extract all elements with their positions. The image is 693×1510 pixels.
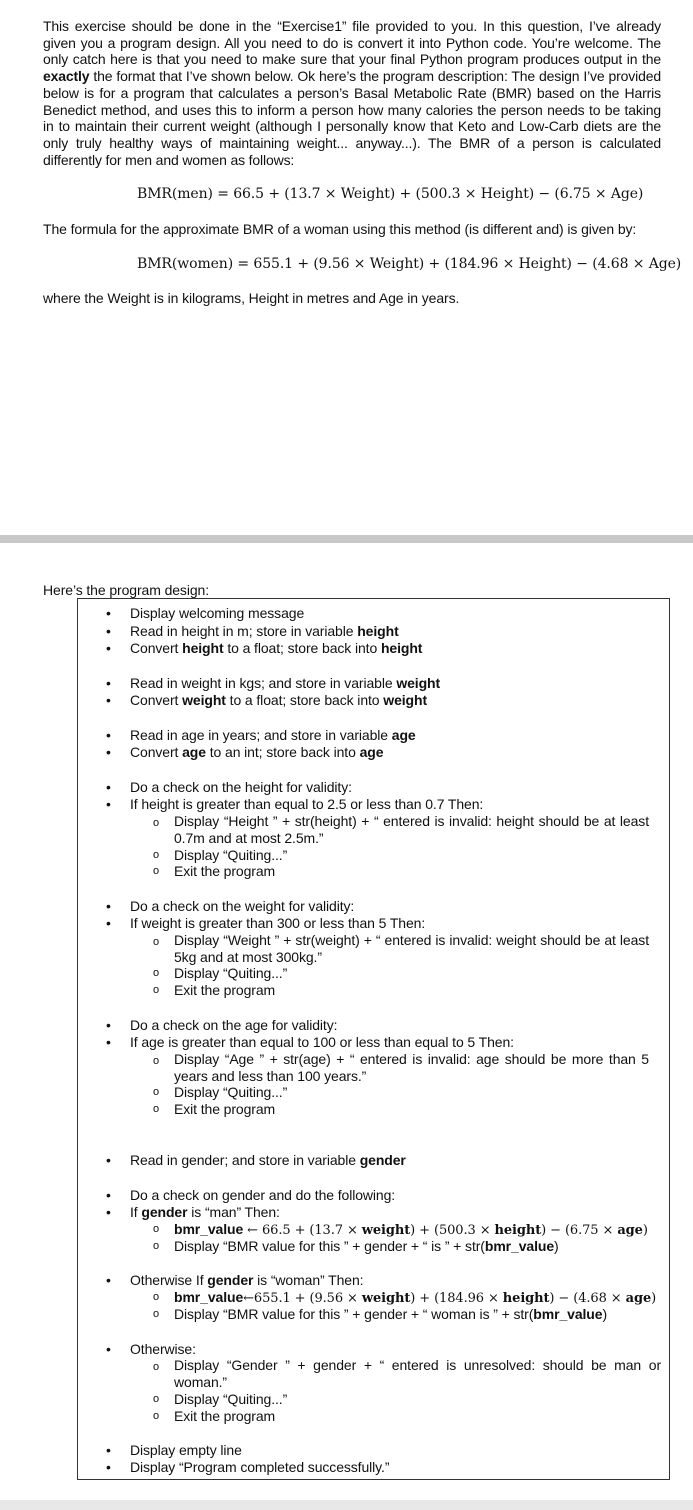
list-item: • If height is greater than equal to 2.5 or less than 0.7 Then:: [130, 796, 483, 812]
sub-list-item: o Display “Quiting...”: [174, 965, 287, 981]
list-item: • Display welcoming message: [130, 605, 304, 621]
list-item: • If weight is greater than 300 or less than 5 Then:: [130, 915, 425, 931]
list-item: • Do a check on gender and do the following:: [130, 1187, 395, 1203]
list-item: • Display “Program completed successfully.”: [130, 1459, 389, 1475]
sub-list-item: o Display “Height ” + str(height) + “ entered is invalid: height should be at least 0.7m and at most 2.5m.”: [174, 813, 649, 846]
sub-list-item: o Display “Gender ” + gender + “ entered is unresolved: should be man or woman.”: [174, 1357, 661, 1390]
sub-list-item: o bmr_value←655.1 + (9.56 × weight) + (184.96 × height) − (4.68 × age): [174, 1289, 656, 1306]
list-item: • Do a check on the weight for validity:: [130, 898, 354, 914]
list-item: • Otherwise:: [130, 1341, 196, 1357]
list-item: • Do a check on the height for validity:: [130, 779, 352, 795]
list-item: • Do a check on the age for validity:: [130, 1017, 337, 1033]
list-item: • Convert weight to a float; store back into weight: [130, 692, 427, 708]
intro-text-rest: the format that I’ve shown below. Ok here’s the program description: The design I’ve provided below is for a program that calculates a person’s Basal Metabolic Rate (BMR) based on the Harris Benedict method, and uses this to inform a person how many calories the person needs to be taking in to maintain their current weight (although I personally know that Keto and Low-Carb diets are the only truly healthy ways of maintaining weight... anyway...). The BMR of a person is calculated differently for men and women as follows:: [43, 68, 661, 168]
list-item: • Read in age in years; and store in variable age: [130, 727, 416, 743]
sub-list-item: o Display “Quiting...”: [174, 1391, 287, 1407]
sub-list-item: o Display “Weight ” + str(weight) + “ entered is invalid: weight should be at least 5kg and at most 300kg.”: [174, 932, 649, 965]
list-item: • Read in height in m; store in variable height: [130, 623, 399, 639]
list-item: • Otherwise If gender is “woman” Then:: [130, 1272, 363, 1288]
intro-text: This exercise should be done in the “Exercise1” file provided to you. In this question, I’ve already given you a program design. All you need to do is convert it into Python code. You’re welcome. The only catch here is that you need to make sure that your final Python program produces output in the: [43, 18, 661, 68]
list-item: • If gender is “man” Then:: [130, 1204, 280, 1220]
women-formula-intro: The formula for the approximate BMR of a woman using this method (is different and) is given by:: [43, 221, 637, 237]
sub-list-item: o Exit the program: [174, 982, 275, 998]
page-separator: [0, 535, 693, 543]
list-item: • Convert height to a float; store back into height: [130, 640, 422, 656]
units-text: where the Weight is in kilograms, Height in metres and Age in years.: [43, 290, 460, 306]
sub-list-item: o Display “Quiting...”: [174, 1084, 287, 1100]
formula-men: BMR(men) = 66.5 + (13.7 × Weight) + (500.3 × Height) − (6.75 × Age): [137, 186, 644, 202]
design-heading: Here’s the program design:: [43, 582, 210, 598]
sub-list-item: o Exit the program: [174, 1101, 275, 1117]
list-item: • If age is greater than equal to 100 or less than equal to 5 Then:: [130, 1034, 514, 1050]
intro-bold-word: exactly: [43, 68, 90, 85]
sub-list-item: o Exit the program: [174, 1408, 275, 1424]
list-item: • Read in gender; and store in variable gender: [130, 1152, 406, 1168]
intro-paragraph: [43, 18, 661, 168]
sub-list-item: o bmr_value ← 66.5 + (13.7 × weight) + (500.3 × height) − (6.75 × age): [174, 1221, 648, 1238]
list-item: • Read in weight in kgs; and store in variable weight: [130, 675, 440, 691]
list-item: • Convert age to an int; store back into age: [130, 744, 383, 760]
sub-list-item: o Display “Age ” + str(age) + “ entered is invalid: age should be more than 5 years and less than 100 years.”: [174, 1051, 649, 1084]
sub-list-item: o Display “BMR value for this ” + gender + “ is ” + str(bmr_value): [174, 1238, 559, 1254]
sub-list-item: o Display “BMR value for this ” + gender + “ woman is ” + str(bmr_value): [174, 1306, 607, 1322]
formula-women: BMR(women) = 655.1 + (9.56 × Weight) + (184.96 × Height) − (4.68 × Age): [137, 256, 682, 272]
page-bottom-edge: [0, 1500, 693, 1510]
list-item: • Display empty line: [130, 1442, 242, 1458]
sub-list-item: o Display “Quiting...”: [174, 847, 287, 863]
sub-list-item: o Exit the program: [174, 863, 275, 879]
